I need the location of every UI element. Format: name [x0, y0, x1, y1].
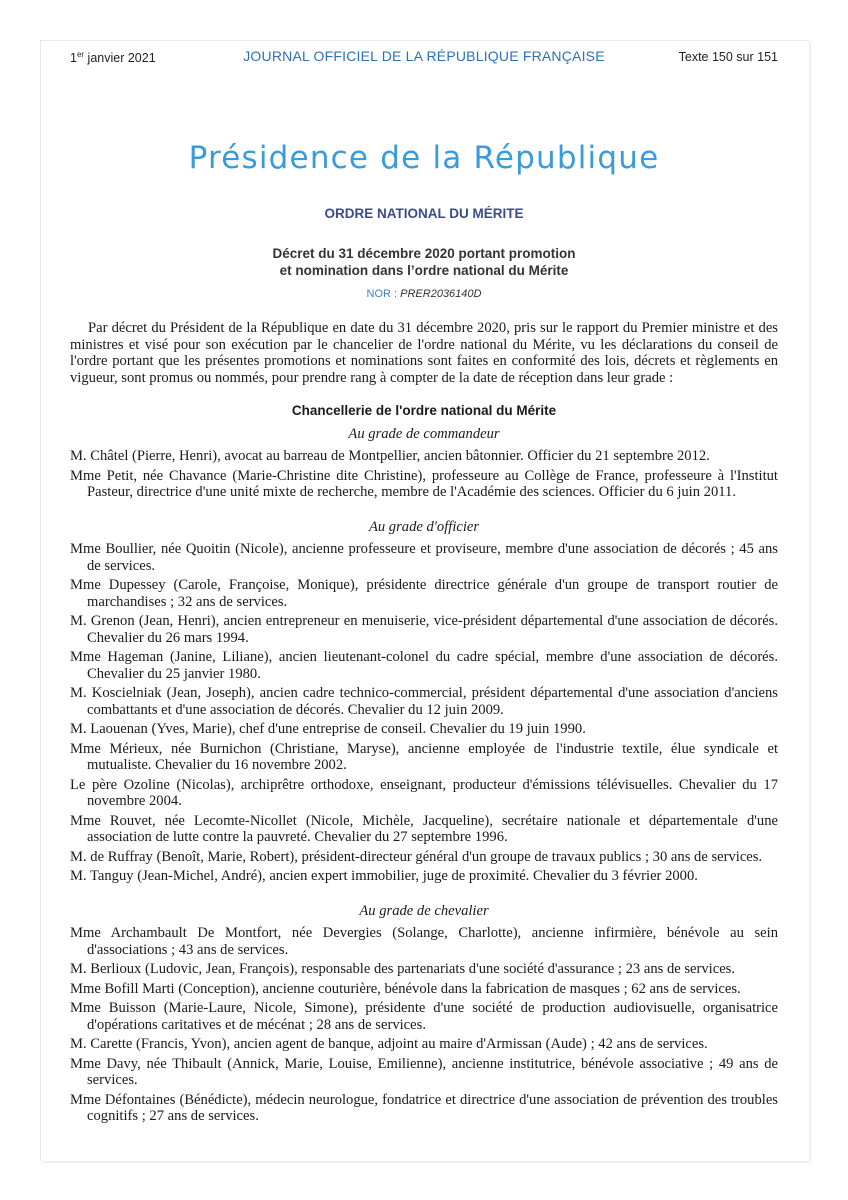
- nominee-entry: M. Châtel (Pierre, Henri), avocat au barreau de Montpellier, ancien bâtonnier. Officier du 21 septembre 2012.: [70, 448, 710, 464]
- nominee-entry: Mme Boullier, née Quoitin (Nicole), ancienne professeure et proviseure, membre d'une association de décorés ; 45 ans de services.: [70, 541, 778, 574]
- nominee-entry: M. Berlioux (Ludovic, Jean, François), responsable des partenariats d'une société d'assurance ; 23 ans de services.: [70, 961, 736, 977]
- nominee-entry: Mme Bofill Marti (Conception), ancienne couturière, bénévole dans la fabrication de masques ; 62 ans de services.: [70, 980, 741, 997]
- nominee-entry: Le père Ozoline (Nicolas), archiprêtre orthodoxe, enseignant, producteur d'émissions télévisuelles. Chevalier du 17 novembre 2004.: [70, 776, 778, 809]
- nominee-entry: Mme Petit, née Chavance (Marie-Christine dite Christine), professeure au Collège de France, professeure à l'Institut Pasteur, directrice d'une unité mixte de recherche, membre de l'Académie des sciences. Officier du 6 juin 2011.: [70, 467, 778, 500]
- grade-heading-chevalier: Au grade de chevalier: [359, 902, 489, 919]
- publication-date: 1er janvier 2021: [70, 50, 156, 66]
- decree-title-line-1: Décret du 31 décembre 2020 portant promotion: [272, 246, 576, 261]
- nor-value: PRER2036140D: [400, 288, 482, 300]
- journal-title: JOURNAL OFFICIEL DE LA RÉPUBLIQUE FRANÇAISE: [243, 48, 605, 64]
- nominee-entry: M. de Ruffray (Benoît, Marie, Robert), président-directeur général d'un groupe de travaux publics ; 30 ans de services.: [70, 848, 763, 865]
- nominee-entry: Mme Buisson (Marie-Laure, Nicole, Simone), présidente d'une société de production audiovisuelle, organisatrice d'opérations caritatives et de mécénat ; 28 ans de services.: [70, 1000, 778, 1033]
- nominee-entry: M. Laouenan (Yves, Marie), chef d'une entreprise de conseil. Chevalier du 19 juin 1990.: [70, 721, 586, 737]
- document-body: [70, 320, 778, 1128]
- section-heading: Chancellerie de l'ordre national du Mérite: [291, 403, 557, 418]
- institution-title: Présidence de la République: [188, 140, 660, 176]
- nominee-entry: Mme Davy, née Thibault (Annick, Marie, Louise, Emilienne), ancienne institutrice, bénévole associative ; 49 ans de services.: [70, 1055, 778, 1088]
- nominee-entry: Mme Mérieux, née Burnichon (Christiane, Maryse), ancienne employée de l'industrie textile, élue syndicale et mutualiste. Chevalier du 16 novembre 2002.: [70, 740, 778, 773]
- decree-title: [0, 245, 848, 279]
- nominee-entry: Mme Dupessey (Carole, Françoise, Monique), présidente directrice générale d'un groupe de transport routier de marchandises ; 32 ans de services.: [70, 577, 778, 610]
- nominee-entry: Mme Archambault De Montfort, née Devergies (Solange, Charlotte), ancienne infirmière, bénévole au sein d'associations ; 43 ans de services.: [70, 925, 778, 958]
- nominee-entry: M. Carette (Francis, Yvon), ancien agent de banque, adjoint au maire d'Armissan (Aude) ; 42 ans de services.: [70, 1036, 708, 1052]
- decree-title-line-2: et nomination dans l’ordre national du Mérite: [279, 263, 569, 278]
- intro-paragraph: Par décret du Président de la République en date du 31 décembre 2020, pris sur le rapport du Premier ministre et des ministres et visé pour son exécution par le chancelier de l'ordre national du Mérite, vu les déclarations du conseil de l'ordre portant que les présentes promotions et nominations sont faites en conformité des lois, décrets et règlements en vigueur, sont promus ou nommés, pour prendre rang à compter de la date de réception dans leur grade :: [70, 320, 778, 386]
- nominee-entry: Mme Défontaines (Bénédicte), médecin neurologue, fondatrice et directrice d'une association de prévention des troubles cognitifs ; 27 ans de services.: [70, 1091, 778, 1124]
- nominee-entry: M. Grenon (Jean, Henri), ancien entrepreneur en menuiserie, vice-président départemental d'une association de décorés. Chevalier du 26 mars 1994.: [70, 613, 778, 646]
- nominee-entry: M. Tanguy (Jean-Michel, André), ancien expert immobilier, juge de proximité. Chevalier du 3 février 2000.: [70, 868, 698, 884]
- nominee-entry: M. Koscielniak (Jean, Joseph), ancien cadre technico-commercial, président départemental d'une association d'anciens combattants et d'une association de décorés. Chevalier du 12 juin 2009.: [70, 685, 778, 718]
- nor-reference: [0, 288, 848, 300]
- grade-heading-commandeur: Au grade de commandeur: [348, 425, 500, 442]
- text-counter: Texte 150 sur 151: [678, 50, 778, 64]
- nominee-entry: Mme Rouvet, née Lecomte-Nicollet (Nicole, Michèle, Jacqueline), secrétaire nationale et départementale d'une association de lutte contre la pauvreté. Chevalier du 27 septembre 1996.: [70, 812, 778, 845]
- page-header: [70, 48, 778, 68]
- grade-heading-officier: Au grade d'officier: [368, 518, 480, 535]
- order-title: ORDRE NATIONAL DU MÉRITE: [324, 206, 524, 221]
- nominee-entry: Mme Hageman (Janine, Liliane), ancien lieutenant-colonel du cadre spécial, membre d'une association de décorés. Chevalier du 25 janvier 1980.: [70, 649, 778, 682]
- nor-label: NOR :: [366, 288, 401, 300]
